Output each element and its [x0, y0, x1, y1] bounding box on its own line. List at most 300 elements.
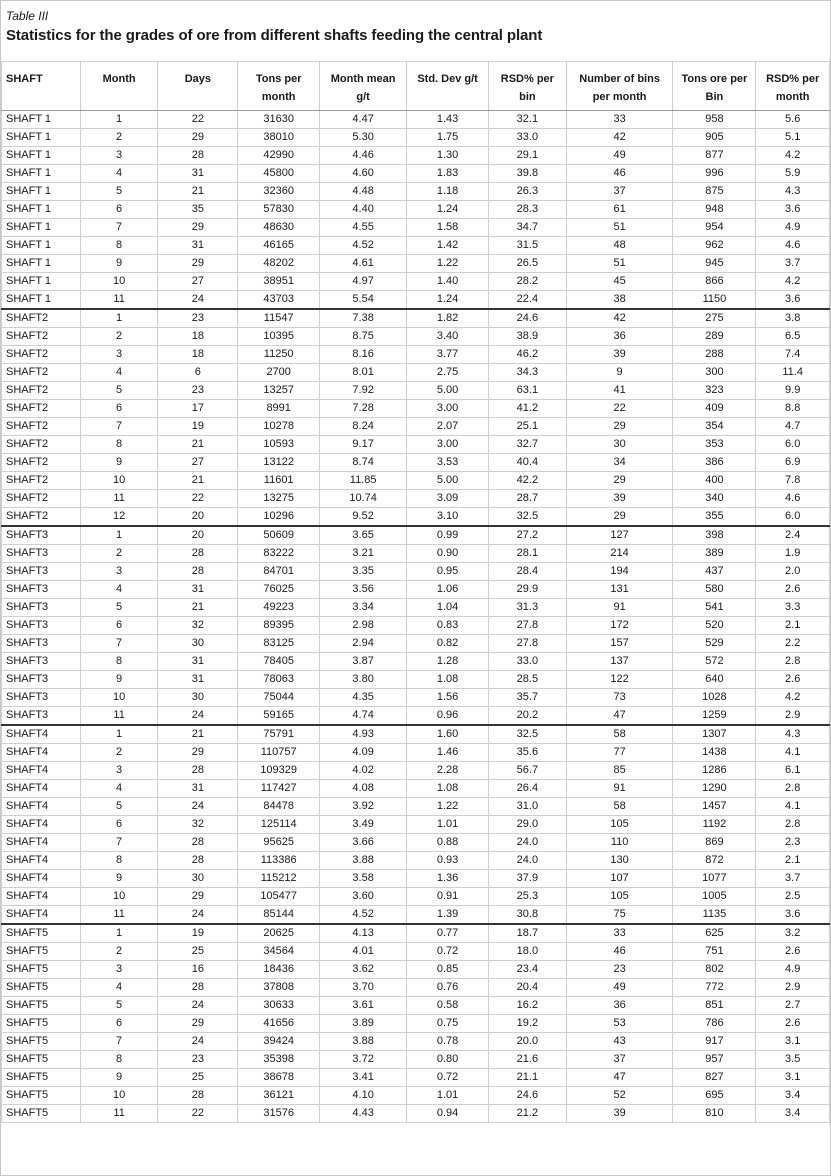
table-cell: SHAFT4 — [2, 834, 81, 852]
table-cell: 22 — [566, 400, 673, 418]
table-cell: 32 — [158, 816, 238, 834]
table-cell: 29.1 — [489, 147, 567, 165]
table-cell: 26.4 — [489, 780, 567, 798]
table-cell: 4 — [80, 581, 158, 599]
table-cell: 30633 — [238, 997, 320, 1015]
table-cell: 1.83 — [407, 165, 489, 183]
table-row — [2, 472, 830, 490]
table-cell: SHAFT 1 — [2, 291, 81, 310]
table-cell: 32360 — [238, 183, 320, 201]
table-cell: 10 — [80, 689, 158, 707]
table-cell: 409 — [673, 400, 756, 418]
table-cell: 16.2 — [489, 997, 567, 1015]
table-cell: 4.46 — [320, 147, 407, 165]
table-cell: 8.75 — [320, 328, 407, 346]
table-cell: SHAFT2 — [2, 508, 81, 527]
table-cell: 5 — [80, 599, 158, 617]
table-cell: 905 — [673, 129, 756, 147]
table-cell: SHAFT3 — [2, 581, 81, 599]
table-cell: 2.1 — [756, 852, 830, 870]
table-row — [2, 599, 830, 617]
table-cell: 29 — [566, 508, 673, 527]
table-cell: 84701 — [238, 563, 320, 581]
table-cell: 39 — [566, 346, 673, 364]
table-cell: 5.30 — [320, 129, 407, 147]
table-cell: 1.24 — [407, 291, 489, 310]
table-cell: 8991 — [238, 400, 320, 418]
table-cell: 37.9 — [489, 870, 567, 888]
table-cell: 42 — [566, 309, 673, 328]
table-cell: 110757 — [238, 744, 320, 762]
table-cell: 40.4 — [489, 454, 567, 472]
table-cell: 917 — [673, 1033, 756, 1051]
table-cell: 36 — [566, 997, 673, 1015]
table-cell: 11547 — [238, 309, 320, 328]
table-cell: 31.3 — [489, 599, 567, 617]
table-cell: 0.93 — [407, 852, 489, 870]
table-cell: 3.65 — [320, 526, 407, 545]
table-cell: 1 — [80, 111, 158, 129]
table-cell: 33.0 — [489, 653, 567, 671]
table-cell: SHAFT5 — [2, 924, 81, 943]
table-cell: 10278 — [238, 418, 320, 436]
table-cell: 4 — [80, 165, 158, 183]
table-cell: 45 — [566, 273, 673, 291]
table-cell: 3.2 — [756, 924, 830, 943]
table-cell: 3.58 — [320, 870, 407, 888]
table-cell: 31 — [158, 237, 238, 255]
table-cell: 19 — [158, 924, 238, 943]
table-cell: SHAFT3 — [2, 653, 81, 671]
table-row — [2, 744, 830, 762]
table-cell: SHAFT 1 — [2, 111, 81, 129]
table-cell: 625 — [673, 924, 756, 943]
table-cell: 34.3 — [489, 364, 567, 382]
table-cell: 958 — [673, 111, 756, 129]
table-row — [2, 870, 830, 888]
table-cell: 18.7 — [489, 924, 567, 943]
table-cell: 3.21 — [320, 545, 407, 563]
table-cell: 28.4 — [489, 563, 567, 581]
table-cell: 30 — [158, 635, 238, 653]
table-cell: 117427 — [238, 780, 320, 798]
table-cell: 4.52 — [320, 906, 407, 925]
table-cell: 29 — [158, 888, 238, 906]
table-row — [2, 328, 830, 346]
table-cell: 4.74 — [320, 707, 407, 726]
table-row — [2, 906, 830, 925]
table-cell: 9 — [80, 255, 158, 273]
table-cell: 3.70 — [320, 979, 407, 997]
column-header: Std. Dev g/t — [407, 62, 489, 111]
table-cell: 954 — [673, 219, 756, 237]
table-cell: 61 — [566, 201, 673, 219]
table-cell: 8 — [80, 1051, 158, 1069]
table-cell: 83222 — [238, 545, 320, 563]
table-cell: 4.1 — [756, 744, 830, 762]
table-cell: SHAFT3 — [2, 545, 81, 563]
table-cell: 3.5 — [756, 1051, 830, 1069]
table-row — [2, 364, 830, 382]
column-header: Month mean g/t — [320, 62, 407, 111]
table-cell: 23.4 — [489, 961, 567, 979]
table-cell: 38.9 — [489, 328, 567, 346]
table-cell: 275 — [673, 309, 756, 328]
table-row — [2, 400, 830, 418]
table-cell: 76025 — [238, 581, 320, 599]
table-cell: 11 — [80, 906, 158, 925]
table-cell: 3.49 — [320, 816, 407, 834]
table-cell: 851 — [673, 997, 756, 1015]
table-row — [2, 490, 830, 508]
table-cell: 2.7 — [756, 997, 830, 1015]
table-cell: 30.8 — [489, 906, 567, 925]
table-cell: 91 — [566, 780, 673, 798]
table-cell: 3.80 — [320, 671, 407, 689]
table-cell: 0.83 — [407, 617, 489, 635]
table-cell: 8 — [80, 436, 158, 454]
table-cell: 4.6 — [756, 490, 830, 508]
table-cell: 2.9 — [756, 707, 830, 726]
table-cell: 1.22 — [407, 255, 489, 273]
table-cell: 42 — [566, 129, 673, 147]
table-cell: 29 — [158, 744, 238, 762]
table-cell: SHAFT 1 — [2, 129, 81, 147]
table-cell: 122 — [566, 671, 673, 689]
table-cell: 9.52 — [320, 508, 407, 527]
table-cell: 35.7 — [489, 689, 567, 707]
table-cell: 1028 — [673, 689, 756, 707]
table-cell: 4.52 — [320, 237, 407, 255]
table-cell: 5.54 — [320, 291, 407, 310]
table-cell: 22 — [158, 490, 238, 508]
table-cell: 29 — [158, 1015, 238, 1033]
table-cell: 3 — [80, 147, 158, 165]
table-cell: 541 — [673, 599, 756, 617]
table-row — [2, 454, 830, 472]
header-row — [2, 62, 830, 111]
table-cell: SHAFT5 — [2, 997, 81, 1015]
table-cell: SHAFT3 — [2, 563, 81, 581]
table-cell: 6 — [80, 201, 158, 219]
table-cell: 4 — [80, 364, 158, 382]
table-cell: 300 — [673, 364, 756, 382]
table-cell: 33.0 — [489, 129, 567, 147]
table-cell: 13122 — [238, 454, 320, 472]
table-cell: 6 — [80, 400, 158, 418]
table-cell: 29 — [158, 129, 238, 147]
table-cell: 751 — [673, 943, 756, 961]
table-cell: 8 — [80, 653, 158, 671]
table-cell: 10 — [80, 273, 158, 291]
table-cell: 109329 — [238, 762, 320, 780]
table-cell: 3.6 — [756, 201, 830, 219]
table-cell: 2.94 — [320, 635, 407, 653]
table-cell: 2700 — [238, 364, 320, 382]
table-cell: 4.93 — [320, 725, 407, 744]
table-cell: 0.91 — [407, 888, 489, 906]
table-cell: 30 — [158, 689, 238, 707]
table-cell: 2.6 — [756, 943, 830, 961]
table-row — [2, 129, 830, 147]
table-cell: 10 — [80, 472, 158, 490]
table-cell: 7 — [80, 418, 158, 436]
table-cell: 2.75 — [407, 364, 489, 382]
table-row — [2, 671, 830, 689]
table-cell: 130 — [566, 852, 673, 870]
table-cell: 42990 — [238, 147, 320, 165]
table-cell: 22.4 — [489, 291, 567, 310]
table-cell: 1.01 — [407, 816, 489, 834]
table-cell: 962 — [673, 237, 756, 255]
table-cell: SHAFT5 — [2, 1033, 81, 1051]
table-cell: 21 — [158, 472, 238, 490]
table-cell: 7 — [80, 834, 158, 852]
table-cell: SHAFT4 — [2, 852, 81, 870]
table-cell: SHAFT2 — [2, 436, 81, 454]
table-row — [2, 237, 830, 255]
table-cell: 1 — [80, 309, 158, 328]
table-cell: 17 — [158, 400, 238, 418]
table-cell: 7.8 — [756, 472, 830, 490]
table-cell: 84478 — [238, 798, 320, 816]
column-header: Month — [80, 62, 158, 111]
table-cell: 63.1 — [489, 382, 567, 400]
table-cell: 8 — [80, 852, 158, 870]
table-cell: 948 — [673, 201, 756, 219]
table-cell: 8.16 — [320, 346, 407, 364]
column-header: Number of bins per month — [566, 62, 673, 111]
table-cell: 28.1 — [489, 545, 567, 563]
table-cell: 7.28 — [320, 400, 407, 418]
table-row — [2, 545, 830, 563]
table-cell: 32.5 — [489, 725, 567, 744]
table-cell: 1.30 — [407, 147, 489, 165]
table-cell: 3.35 — [320, 563, 407, 581]
table-cell: 18.0 — [489, 943, 567, 961]
table-cell: 3.00 — [407, 436, 489, 454]
table-cell: 25.3 — [489, 888, 567, 906]
table-cell: 0.99 — [407, 526, 489, 545]
table-cell: 3.87 — [320, 653, 407, 671]
table-row — [2, 508, 830, 527]
table-cell: SHAFT5 — [2, 1087, 81, 1105]
table-cell: 1259 — [673, 707, 756, 726]
table-cell: 6 — [80, 617, 158, 635]
table-cell: 0.95 — [407, 563, 489, 581]
table-cell: SHAFT3 — [2, 689, 81, 707]
table-cell: 36 — [566, 328, 673, 346]
table-row — [2, 888, 830, 906]
table-cell: 6 — [80, 1015, 158, 1033]
table-cell: 11 — [80, 1105, 158, 1123]
table-cell: 31 — [158, 780, 238, 798]
table-cell: 8.24 — [320, 418, 407, 436]
table-row — [2, 979, 830, 997]
table-cell: 10395 — [238, 328, 320, 346]
table-cell: 3.4 — [756, 1105, 830, 1123]
table-row — [2, 617, 830, 635]
table-cell: 4.09 — [320, 744, 407, 762]
table-cell: 21.2 — [489, 1105, 567, 1123]
table-cell: 28 — [158, 563, 238, 581]
table-cell: 2 — [80, 744, 158, 762]
table-cell: 9.9 — [756, 382, 830, 400]
table-cell: 28 — [158, 979, 238, 997]
table-cell: 23 — [566, 961, 673, 979]
table-cell: SHAFT5 — [2, 1051, 81, 1069]
table-cell: 39 — [566, 1105, 673, 1123]
table-cell: 31.5 — [489, 237, 567, 255]
table-row — [2, 834, 830, 852]
table-cell: 24 — [158, 1033, 238, 1051]
table-cell: 28.7 — [489, 490, 567, 508]
table-row — [2, 997, 830, 1015]
table-cell: 0.96 — [407, 707, 489, 726]
table-cell: 42.2 — [489, 472, 567, 490]
table-cell: 31 — [158, 581, 238, 599]
table-cell: 400 — [673, 472, 756, 490]
table-cell: 580 — [673, 581, 756, 599]
table-cell: 38951 — [238, 273, 320, 291]
table-cell: 1.08 — [407, 671, 489, 689]
column-header: Tons per month — [238, 62, 320, 111]
table-cell: 30 — [158, 870, 238, 888]
table-cell: 1307 — [673, 725, 756, 744]
table-cell: 437 — [673, 563, 756, 581]
table-cell: 105 — [566, 888, 673, 906]
table-cell: 11.4 — [756, 364, 830, 382]
table-cell: 6.0 — [756, 436, 830, 454]
table-cell: 41.2 — [489, 400, 567, 418]
table-cell: 2.28 — [407, 762, 489, 780]
table-cell: 786 — [673, 1015, 756, 1033]
table-cell: 20 — [158, 526, 238, 545]
table-row — [2, 309, 830, 328]
table-cell: 2 — [80, 328, 158, 346]
table-cell: SHAFT2 — [2, 309, 81, 328]
table-cell: 35 — [158, 201, 238, 219]
table-row — [2, 1051, 830, 1069]
table-cell: 11 — [80, 291, 158, 310]
table-cell: 3.40 — [407, 328, 489, 346]
table-cell: 13257 — [238, 382, 320, 400]
table-cell: 53 — [566, 1015, 673, 1033]
table-cell: 45800 — [238, 165, 320, 183]
table-cell: 26.3 — [489, 183, 567, 201]
table-cell: 5.9 — [756, 165, 830, 183]
table-row — [2, 291, 830, 310]
table-cell: 27.8 — [489, 635, 567, 653]
table-cell: 1.46 — [407, 744, 489, 762]
table-cell: 24 — [158, 291, 238, 310]
table-row — [2, 147, 830, 165]
table-cell: 520 — [673, 617, 756, 635]
table-row — [2, 581, 830, 599]
table-cell: 4.40 — [320, 201, 407, 219]
table-cell: 1290 — [673, 780, 756, 798]
table-cell: 21 — [158, 725, 238, 744]
table-cell: 95625 — [238, 834, 320, 852]
table-cell: 2.6 — [756, 1015, 830, 1033]
table-row — [2, 852, 830, 870]
table-cell: 46165 — [238, 237, 320, 255]
table-cell: SHAFT4 — [2, 888, 81, 906]
table-cell: 20 — [158, 508, 238, 527]
table-cell: 2.0 — [756, 563, 830, 581]
table-cell: 4.3 — [756, 183, 830, 201]
table-cell: 23 — [158, 1051, 238, 1069]
table-row — [2, 346, 830, 364]
table-cell: 38678 — [238, 1069, 320, 1087]
table-cell: 10296 — [238, 508, 320, 527]
table-cell: 6.9 — [756, 454, 830, 472]
table-cell: SHAFT2 — [2, 382, 81, 400]
table-cell: SHAFT3 — [2, 635, 81, 653]
table-cell: 866 — [673, 273, 756, 291]
table-cell: 34564 — [238, 943, 320, 961]
table-cell: 214 — [566, 545, 673, 563]
table-cell: 5 — [80, 798, 158, 816]
table-cell: 3 — [80, 563, 158, 581]
table-cell: 3.00 — [407, 400, 489, 418]
column-header: RSD% per month — [756, 62, 830, 111]
table-cell: 3.92 — [320, 798, 407, 816]
table-cell: 4.2 — [756, 147, 830, 165]
table-cell: 194 — [566, 563, 673, 581]
table-cell: 28.5 — [489, 671, 567, 689]
table-cell: 869 — [673, 834, 756, 852]
table-cell: 0.72 — [407, 1069, 489, 1087]
table-cell: 113386 — [238, 852, 320, 870]
table-cell: 6 — [80, 816, 158, 834]
table-cell: 2.2 — [756, 635, 830, 653]
table-cell: SHAFT2 — [2, 328, 81, 346]
table-cell: 6.5 — [756, 328, 830, 346]
table-row — [2, 382, 830, 400]
table-cell: SHAFT5 — [2, 1015, 81, 1033]
table-cell: 11601 — [238, 472, 320, 490]
table-cell: 8.8 — [756, 400, 830, 418]
table-cell: 3.77 — [407, 346, 489, 364]
table-cell: 28 — [158, 762, 238, 780]
table-cell: SHAFT5 — [2, 1105, 81, 1123]
table-cell: 28.2 — [489, 273, 567, 291]
table-cell: 0.58 — [407, 997, 489, 1015]
table-row — [2, 798, 830, 816]
table-cell: 39424 — [238, 1033, 320, 1051]
table-cell: 0.77 — [407, 924, 489, 943]
column-header: Days — [158, 62, 238, 111]
table-cell: 3.89 — [320, 1015, 407, 1033]
table-cell: SHAFT3 — [2, 707, 81, 726]
table-cell: SHAFT 1 — [2, 183, 81, 201]
table-cell: SHAFT5 — [2, 961, 81, 979]
table-cell: 289 — [673, 328, 756, 346]
table-cell: SHAFT 1 — [2, 165, 81, 183]
table-cell: 56.7 — [489, 762, 567, 780]
table-cell: 131 — [566, 581, 673, 599]
table-cell: 32.1 — [489, 111, 567, 129]
table-cell: 49 — [566, 979, 673, 997]
table-cell: 115212 — [238, 870, 320, 888]
table-cell: 7.92 — [320, 382, 407, 400]
table-cell: 85 — [566, 762, 673, 780]
table-cell: 105477 — [238, 888, 320, 906]
table-cell: 25.1 — [489, 418, 567, 436]
table-row — [2, 111, 830, 129]
table-row — [2, 943, 830, 961]
